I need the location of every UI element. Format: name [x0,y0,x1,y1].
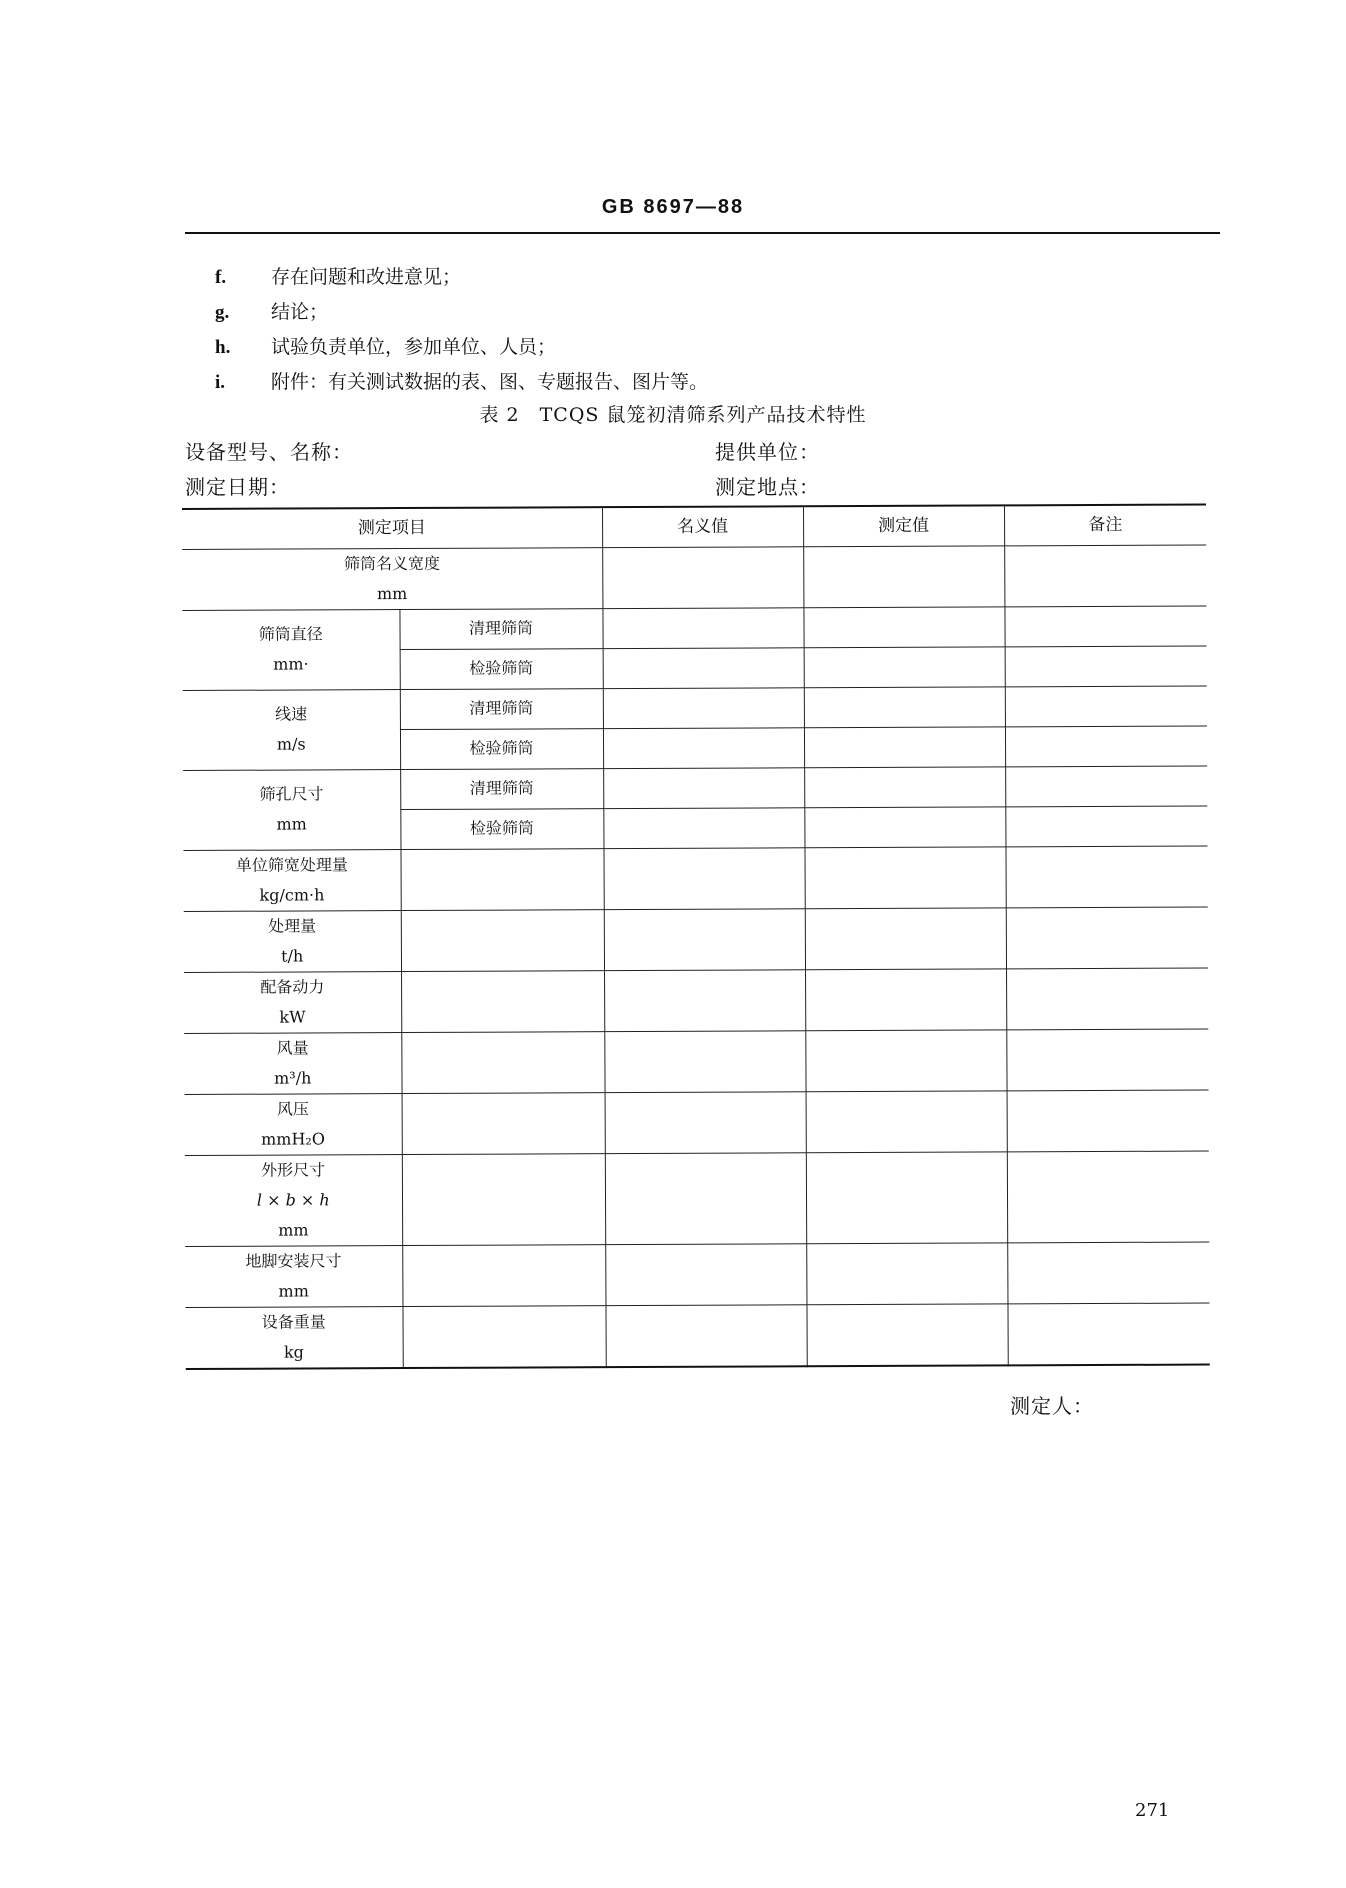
table-row [184,907,1208,972]
row-label [182,609,399,690]
list-text: 存在问题和改进意见； [271,266,462,288]
remarks-cell[interactable] [1006,968,1208,1030]
row-unit: m/s [276,734,306,754]
remarks-cell[interactable] [1005,766,1207,807]
list-letter: h. [215,337,231,358]
table-header-row [182,505,1206,549]
list-item-i [215,367,708,394]
row-unit: kW [279,1006,306,1027]
blank-cell [402,1092,605,1154]
nominal-cell[interactable] [604,969,805,1031]
table-row [185,1151,1209,1246]
meta-supplier: 提供单位： [715,440,820,464]
row-name: 筛筒直径 [258,624,323,644]
row-name: 线速 [275,704,308,724]
measured-cell[interactable] [804,846,1005,908]
measured-cell[interactable] [804,806,1005,847]
table-row [184,968,1208,1033]
row-formula: l × b × h [256,1189,330,1210]
row-label [183,689,400,770]
blank-cell [401,909,604,971]
remarks-cell[interactable] [1004,545,1206,607]
measured-cell[interactable] [804,646,1005,687]
page-number: 271 [1135,1800,1170,1821]
table-row [185,1242,1209,1307]
remarks-cell[interactable] [1007,1090,1209,1152]
measured-cell[interactable] [803,606,1004,647]
signer-label: 测定人： [1010,1394,1094,1418]
blank-cell [400,848,603,910]
row-name: 地脚安装尺寸 [245,1250,342,1271]
measured-cell[interactable] [806,1242,1007,1304]
table-row [185,1303,1209,1369]
row-name: 筛筒名义宽度 [343,553,441,573]
row-unit: mm· [273,654,309,674]
nominal-cell[interactable] [603,647,804,688]
measured-cell[interactable] [805,907,1006,969]
measured-cell[interactable] [804,726,1005,767]
sub-label: 清理筛筒 [400,688,603,729]
table-row [182,545,1206,610]
blank-cell [401,1031,604,1093]
nominal-cell[interactable] [605,1152,806,1244]
nominal-cell[interactable] [603,807,804,848]
header-nominal: 名义值 [602,506,803,547]
list-item-f [215,262,461,289]
sub-label: 清理筛筒 [400,768,603,809]
spec-table [182,504,1210,1370]
nominal-cell[interactable] [605,1091,806,1153]
row-name: 处理量 [268,915,317,936]
remarks-cell[interactable] [1005,726,1207,767]
list-letter: g. [215,302,230,323]
row-label [182,547,602,610]
row-name: 单位筛宽处理量 [235,854,348,875]
table-row [182,606,1206,650]
measured-cell[interactable] [804,766,1005,807]
table-row [183,846,1207,911]
row-name: 筛孔尺寸 [259,784,324,804]
measured-cell[interactable] [806,1151,1007,1243]
remarks-cell[interactable] [1007,1151,1209,1243]
measured-cell[interactable] [806,1303,1007,1365]
list-text: 结论； [271,301,329,323]
header-rule [185,232,1220,234]
nominal-cell[interactable] [605,1243,806,1305]
table-row [184,1029,1208,1094]
nominal-cell[interactable] [603,687,804,728]
nominal-cell[interactable] [605,1304,806,1366]
nominal-cell[interactable] [604,908,805,970]
remarks-cell[interactable] [1007,1242,1209,1304]
nominal-cell[interactable] [603,847,804,909]
nominal-cell[interactable] [603,727,804,768]
row-label [184,1032,401,1094]
row-label [185,1154,402,1246]
blank-cell [402,1244,605,1306]
nominal-cell[interactable] [603,767,804,808]
row-unit: mm [278,1219,309,1240]
list-text: 试验负责单位，参加单位、人员； [271,336,557,358]
sub-label: 检验筛筒 [400,728,603,769]
meta-date: 测定日期： [185,475,290,499]
row-label [185,1306,402,1368]
list-letter: i. [215,372,226,393]
list-letter: f. [215,267,227,288]
row-unit: mm [278,1280,309,1301]
remarks-cell[interactable] [1007,1303,1209,1365]
blank-cell [401,970,604,1032]
row-unit: kg/cm·h [259,884,325,905]
row-label [183,849,400,911]
measured-cell[interactable] [806,1090,1007,1152]
row-unit: mmH₂O [261,1128,325,1149]
row-label [185,1245,402,1307]
row-label [183,769,400,850]
meta-model-name: 设备型号、名称： [185,440,353,464]
header-remarks: 备注 [1004,505,1206,546]
table-caption: 表 2 TCQS 鼠笼初清筛系列产品技术特性 [479,404,867,426]
meta-location: 测定地点： [715,475,820,499]
remarks-cell[interactable] [1005,846,1207,908]
row-unit: mm [276,814,307,834]
row-label [184,910,401,972]
nominal-cell[interactable] [602,546,803,608]
table-row [185,1090,1209,1155]
sub-label: 检验筛筒 [400,808,603,849]
row-name: 风压 [276,1098,309,1119]
blank-cell [402,1305,605,1367]
row-name: 设备重量 [261,1311,326,1332]
header-item: 测定项目 [182,507,602,549]
measured-cell[interactable] [805,1029,1006,1091]
row-unit: t/h [281,945,304,966]
row-name: 风量 [276,1037,309,1058]
sub-label: 清理筛筒 [399,608,602,649]
measured-cell[interactable] [803,545,1004,607]
remarks-cell[interactable] [1005,686,1207,727]
row-unit: m³/h [274,1067,312,1088]
row-name: 配备动力 [260,976,325,997]
remarks-cell[interactable] [1005,646,1207,687]
blank-cell [402,1153,605,1245]
table-row [183,766,1207,810]
remarks-cell[interactable] [1006,1029,1208,1091]
row-unit: mm [376,583,408,603]
row-unit: kg [283,1341,304,1362]
sub-label: 检验筛筒 [400,648,603,689]
row-label [184,971,401,1033]
remarks-cell[interactable] [1005,806,1207,847]
standard-code: GB 8697—88 [601,196,745,218]
table-row [183,686,1207,730]
nominal-cell[interactable] [604,1030,805,1092]
row-label [185,1093,402,1155]
remarks-cell[interactable] [1004,606,1206,647]
remarks-cell[interactable] [1006,907,1208,969]
row-name: 外形尺寸 [261,1159,326,1180]
measured-cell[interactable] [804,686,1005,727]
measured-cell[interactable] [805,968,1006,1030]
list-text: 附件：有关测试数据的表、图、专题报告、图片等。 [271,371,709,393]
header-measured: 测定值 [803,505,1004,546]
list-item-h [215,332,556,359]
nominal-cell[interactable] [602,607,803,648]
list-item-g [215,297,328,324]
